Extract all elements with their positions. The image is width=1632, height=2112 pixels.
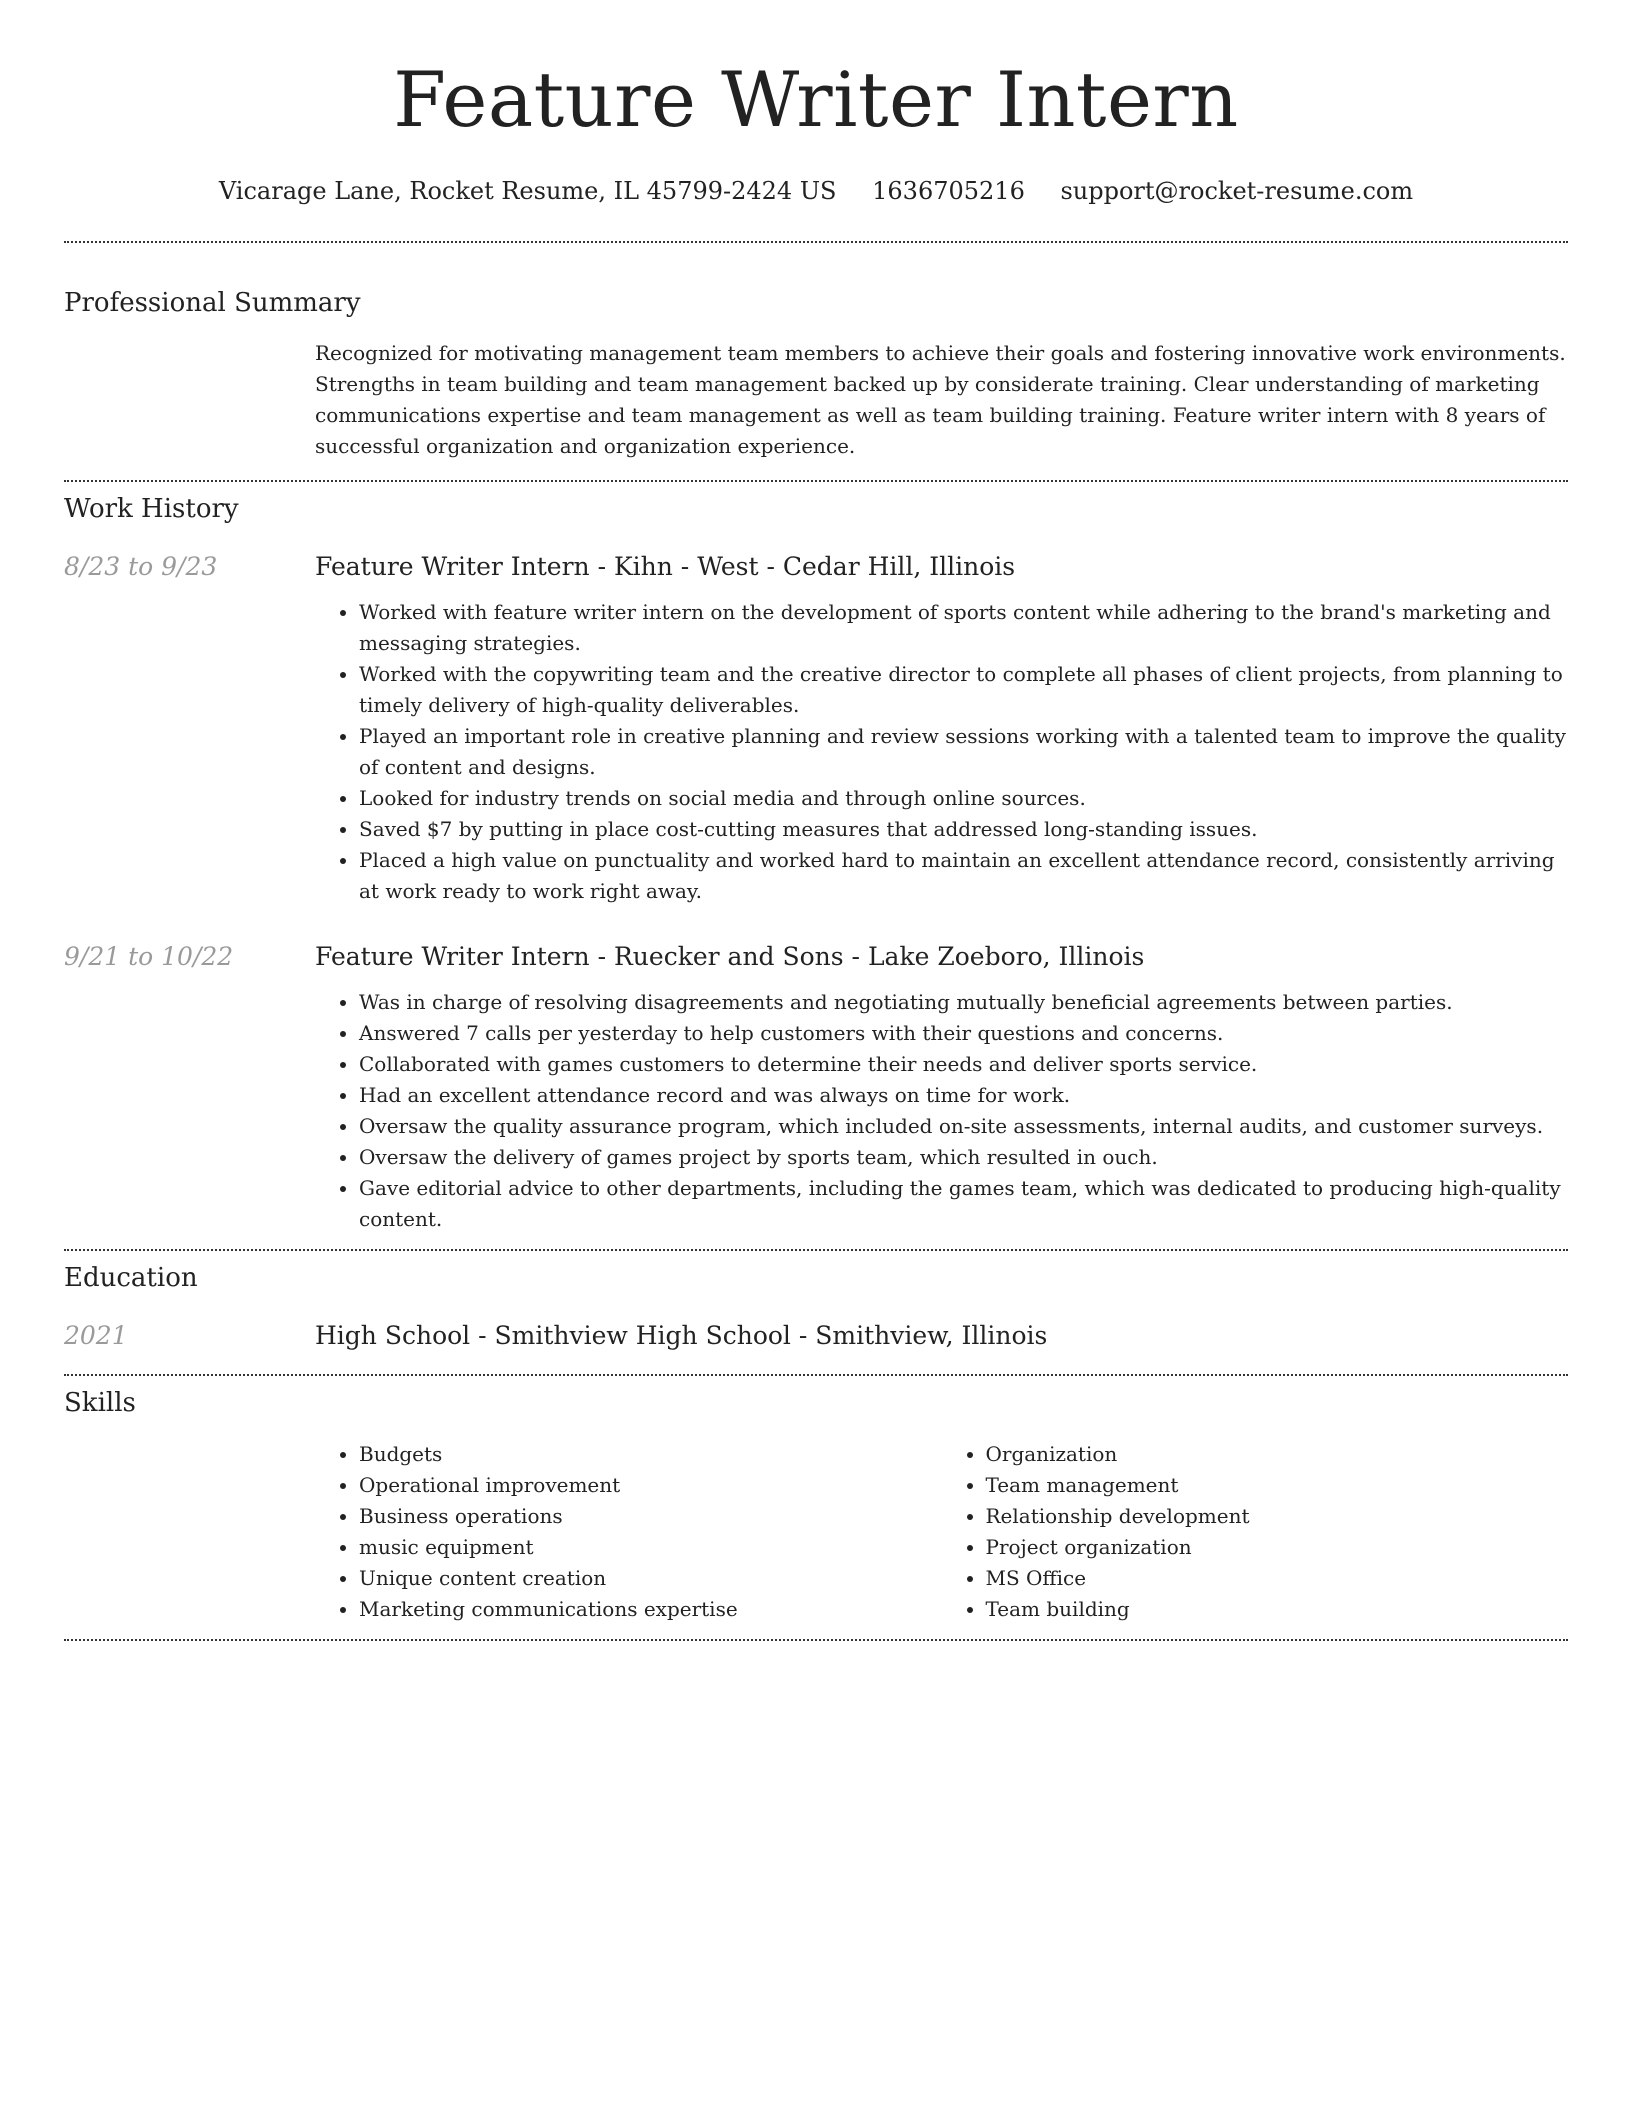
contact-line [64,176,1568,206]
education-entry [64,1320,1568,1352]
job-entry [64,941,1568,1235]
job-heading: Feature Writer Intern - Ruecker and Sons - Lake Zoeboro, Illinois [315,942,1145,971]
skill-item: • Operational improvement [359,1470,942,1501]
job-dates: 8/23 to 9/23 [64,552,218,581]
skill-item: • Marketing communications expertise [359,1594,942,1625]
education-title: Education [64,1263,198,1293]
summary-text: Recognized for motivating management team members to achieve their goals and fostering innovative work environments. Strengths in team building and team management backed up by considerate training. Clear understanding of marketing communications expertise and team management as well as team building training. Feature writer intern with 8 years of successful organization and organization experience. [315,341,1566,458]
list-item: • Worked with the copywriting team and the creative director to complete all phases of client projects, from planning to timely delivery of high-quality deliverables. [359,659,1568,721]
skills-column-right [942,1439,1569,1625]
skill-item: • music equipment [359,1532,942,1563]
work-history-title: Work History [64,494,239,524]
list-item: • Worked with feature writer intern on the development of sports content while adhering to the brand's marketing and messaging strategies. [359,597,1568,659]
divider [64,1639,1568,1641]
list-item: • Had an excellent attendance record and was always on time for work. [359,1080,1568,1111]
list-item: • Played an important role in creative planning and review sessions working with a talented team to improve the quality of content and designs. [359,721,1568,783]
list-item: • Collaborated with games customers to determine their needs and deliver sports service. [359,1049,1568,1080]
job-entry [64,551,1568,907]
list-item: • Was in charge of resolving disagreements and negotiating mutually beneficial agreements between parties. [359,987,1568,1018]
work-history-section [64,482,1568,1235]
contact-phone: 1636705216 [872,177,1025,205]
job-dates: 9/21 to 10/22 [64,942,234,971]
list-item: • Gave editorial advice to other departments, including the games team, which was dedicated to producing high-quality content. [359,1173,1568,1235]
list-item: • Looked for industry trends on social media and through online sources. [359,783,1568,814]
skill-item: • Budgets [359,1439,942,1470]
summary-section [64,243,1568,462]
list-item: • Oversaw the quality assurance program, which included on-site assessments, internal audits, and customer surveys. [359,1111,1568,1142]
job-bullets [315,987,1568,1235]
skill-item: • Organization [986,1439,1569,1470]
skill-item: • Business operations [359,1501,942,1532]
candidate-name: Feature Writer Intern [393,55,1239,144]
skill-item: • Relationship development [986,1501,1569,1532]
skills-section [64,1376,1568,1625]
skill-item: • Unique content creation [359,1563,942,1594]
skill-item: • Team building [986,1594,1569,1625]
skill-item: • Team management [986,1470,1569,1501]
summary-title: Professional Summary [64,288,361,318]
education-year: 2021 [64,1321,128,1350]
list-item: • Oversaw the delivery of games project by sports team, which resulted in ouch. [359,1142,1568,1173]
education-heading: High School - Smithview High School - Smithview, Illinois [315,1321,1048,1350]
list-item: • Answered 7 calls per yesterday to help customers with their questions and concerns. [359,1018,1568,1049]
job-bullets [315,597,1568,907]
skill-item: • Project organization [986,1532,1569,1563]
skills-title: Skills [64,1388,136,1418]
job-heading: Feature Writer Intern - Kihn - West - Cedar Hill, Illinois [315,552,1016,581]
education-section [64,1251,1568,1352]
list-item: • Placed a high value on punctuality and worked hard to maintain an excellent attendance record, consistently arriving at work ready to work right away. [359,845,1568,907]
skill-item: • MS Office [986,1563,1569,1594]
contact-email: support@rocket-resume.com [1060,177,1414,205]
skills-column-left [315,1439,942,1625]
skills-list [315,1439,1568,1625]
list-item: • Saved $7 by putting in place cost-cutting measures that addressed long-standing issues. [359,814,1568,845]
contact-address: Vicarage Lane, Rocket Resume, IL 45799-2424 US [218,177,837,205]
